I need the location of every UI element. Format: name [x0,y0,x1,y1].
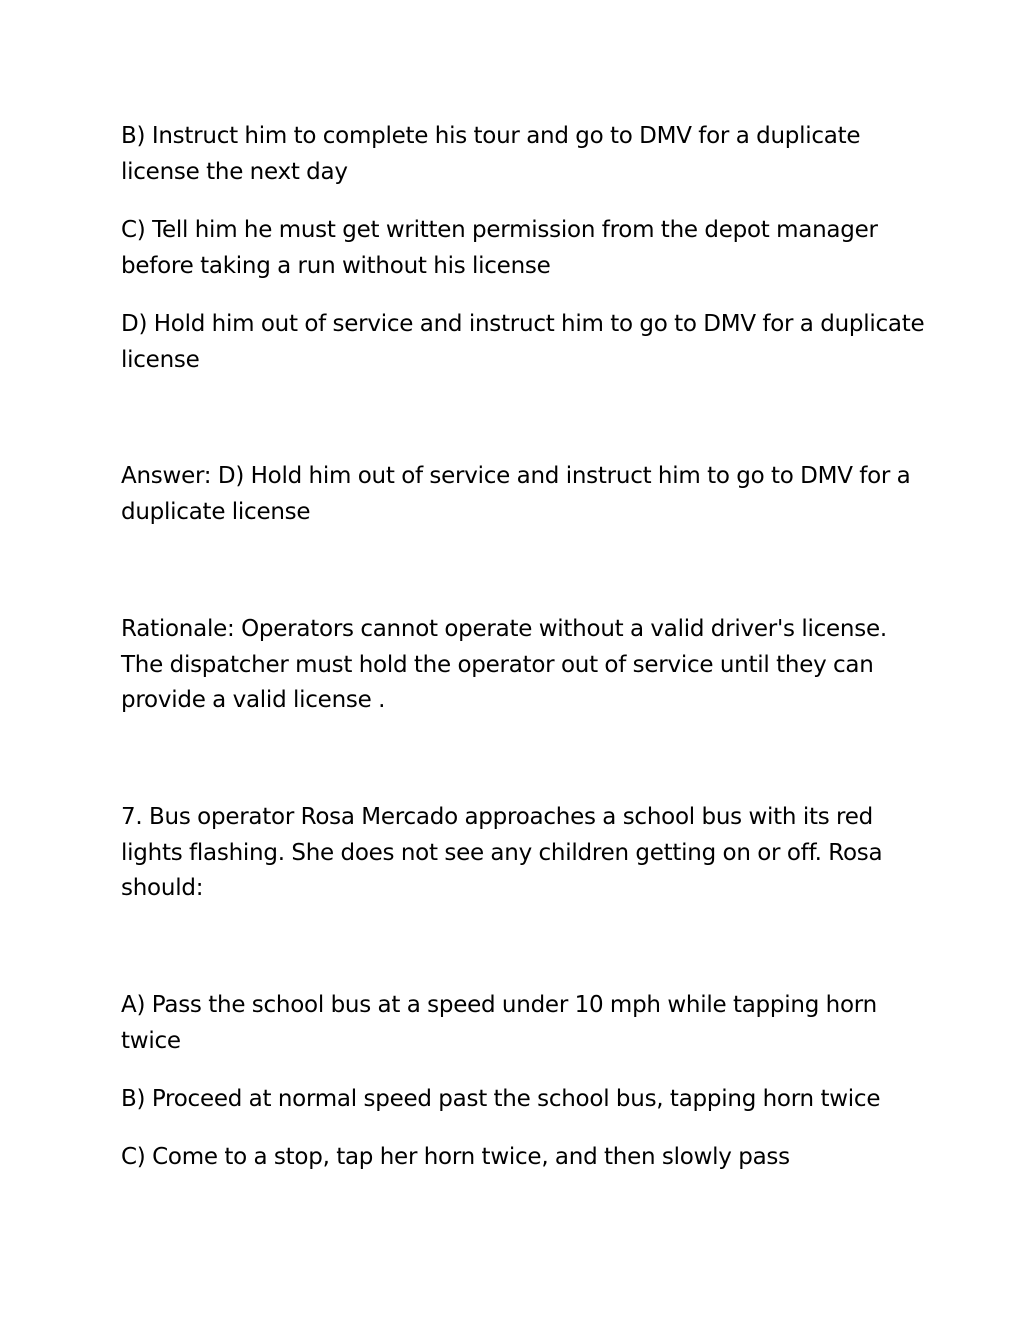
text-line: should: [121,875,204,901]
question-7 [121,800,921,907]
answer-option-c [121,213,921,284]
text-line: C) Tell him he must get written permission from the depot manager [121,217,878,243]
text-line: twice [121,1027,181,1054]
q7-option-b [121,1082,921,1118]
text-line: A) Pass the school bus at a speed under 10 mph while tapping horn [121,992,877,1018]
q7-option-c [121,1140,921,1176]
text-line: 7. Bus operator Rosa Mercado approaches a school bus with its red [121,804,873,830]
text-line: Rationale: Operators cannot operate without a valid driver's license. [121,616,887,642]
answer-statement [121,459,921,530]
text-line: B) Instruct him to complete his tour and go to DMV for a duplicate [121,123,861,149]
answer-option-d [121,307,925,378]
text-line: license the next day [121,158,348,185]
q7-option-a [121,988,921,1059]
text-line: before taking a run without his license [121,252,551,279]
text-line: B) Proceed at normal speed past the school bus, tapping horn twice [121,1086,881,1112]
text-line: The dispatcher must hold the operator out of service until they can [121,651,874,678]
text-line: duplicate license [121,498,311,525]
text-line: lights flashing. She does not see any children getting on or off. Rosa [121,839,883,866]
text-line: C) Come to a stop, tap her horn twice, and then slowly pass [121,1144,790,1170]
rationale-paragraph [121,612,921,719]
text-line: license [121,346,200,373]
text-line: D) Hold him out of service and instruct him to go to DMV for a duplicate [121,311,925,337]
text-line: provide a valid license . [121,687,386,713]
answer-option-b [121,119,921,190]
text-line: Answer: D) Hold him out of service and instruct him to go to DMV for a [121,463,911,489]
